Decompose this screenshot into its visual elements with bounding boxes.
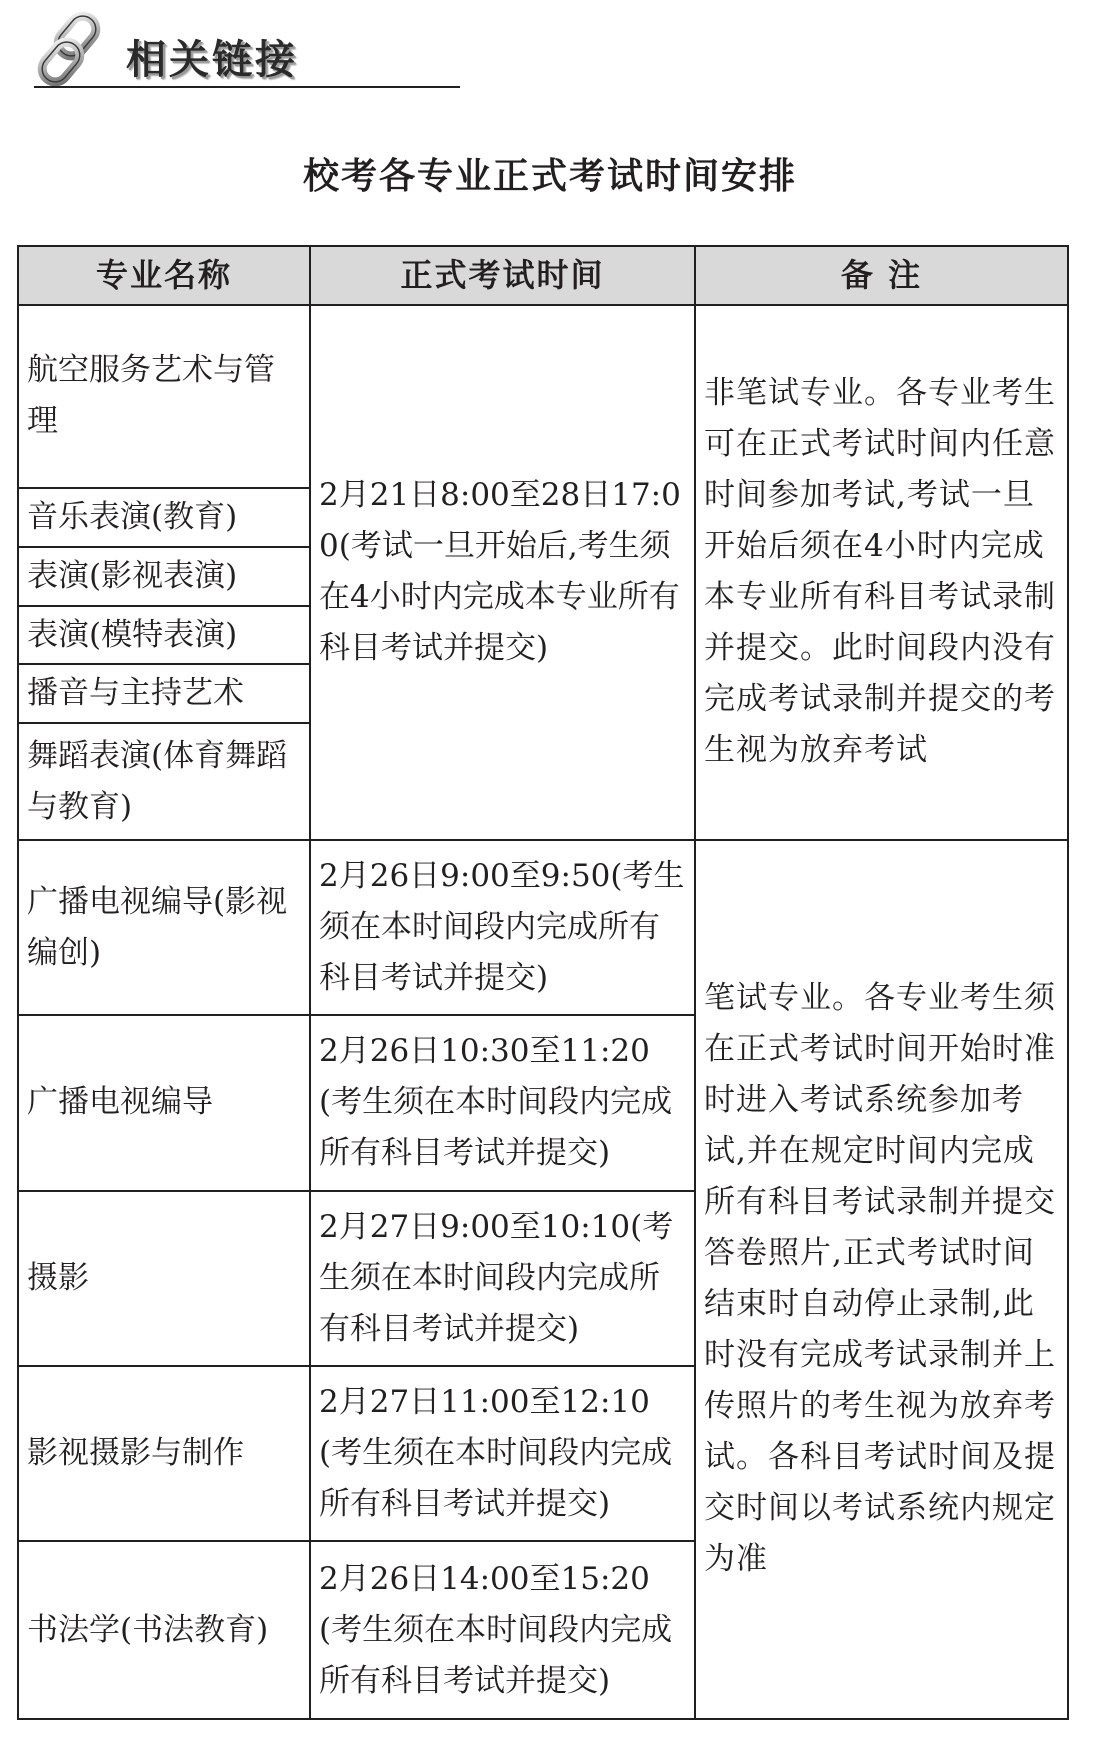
major-cell: 表演(影视表演) — [18, 547, 310, 606]
time-cell: 2月27日9:00至10:10(考生须在本时间段内完成所有科目考试并提交) — [310, 1191, 695, 1366]
note-cell-group2: 笔试专业。各专业考生须在正式考试时间开始时准时进入考试系统参加考试,并在规定时间内完成所有科目考试录制并提交答卷照片,正式考试时间结束时自动停止录制,此时没有完成考试录制并上传照片的考生视为放弃考试。各科目考试时间及提交时间以考试系统内规定为准 — [695, 840, 1068, 1719]
major-cell: 表演(模特表演) — [18, 606, 310, 665]
header-major: 专业名称 — [18, 246, 310, 305]
major-cell: 影视摄影与制作 — [18, 1366, 310, 1541]
table-row — [18, 840, 1068, 1015]
time-cell-group1: 2月21日8:00至28日17:00(考试一旦开始后,考生须在4小时内完成本专业所有科目考试并提交) — [310, 305, 695, 840]
section-label: 相关链接 — [126, 37, 298, 83]
time-cell: 2月26日9:00至9:50(考生须在本时间段内完成所有科目考试并提交) — [310, 840, 695, 1015]
major-cell: 舞蹈表演(体育舞蹈与教育) — [18, 723, 310, 840]
table-row — [18, 305, 1068, 488]
major-cell: 航空服务艺术与管理 — [18, 305, 310, 488]
note-cell-group1: 非笔试专业。各专业考生可在正式考试时间内任意时间参加考试,考试一旦开始后须在4小时内完成本专业所有科目考试录制并提交。此时间段内没有完成考试录制并提交的考生视为放弃考试 — [695, 305, 1068, 840]
major-cell: 书法学(书法教育) — [18, 1541, 310, 1719]
chain-link-icon — [34, 10, 114, 90]
time-cell: 2月26日14:00至15:20(考生须在本时间段内完成所有科目考试并提交) — [310, 1541, 695, 1719]
major-cell: 播音与主持艺术 — [18, 664, 310, 723]
major-cell: 广播电视编导(影视编创) — [18, 840, 310, 1015]
exam-schedule-table — [17, 245, 1069, 1720]
header-notes: 备 注 — [695, 246, 1068, 305]
document-title: 校考各专业正式考试时间安排 — [302, 156, 797, 197]
related-links-header — [34, 4, 464, 92]
major-cell: 音乐表演(教育) — [18, 488, 310, 547]
header-rule — [34, 86, 460, 88]
time-cell: 2月26日10:30至11:20(考生须在本时间段内完成所有科目考试并提交) — [310, 1015, 695, 1190]
time-cell: 2月27日11:00至12:10(考生须在本时间段内完成所有科目考试并提交) — [310, 1366, 695, 1541]
table-header-row — [18, 246, 1068, 305]
header-exam-time: 正式考试时间 — [310, 246, 695, 305]
major-cell: 广播电视编导 — [18, 1015, 310, 1190]
major-cell: 摄影 — [18, 1191, 310, 1366]
